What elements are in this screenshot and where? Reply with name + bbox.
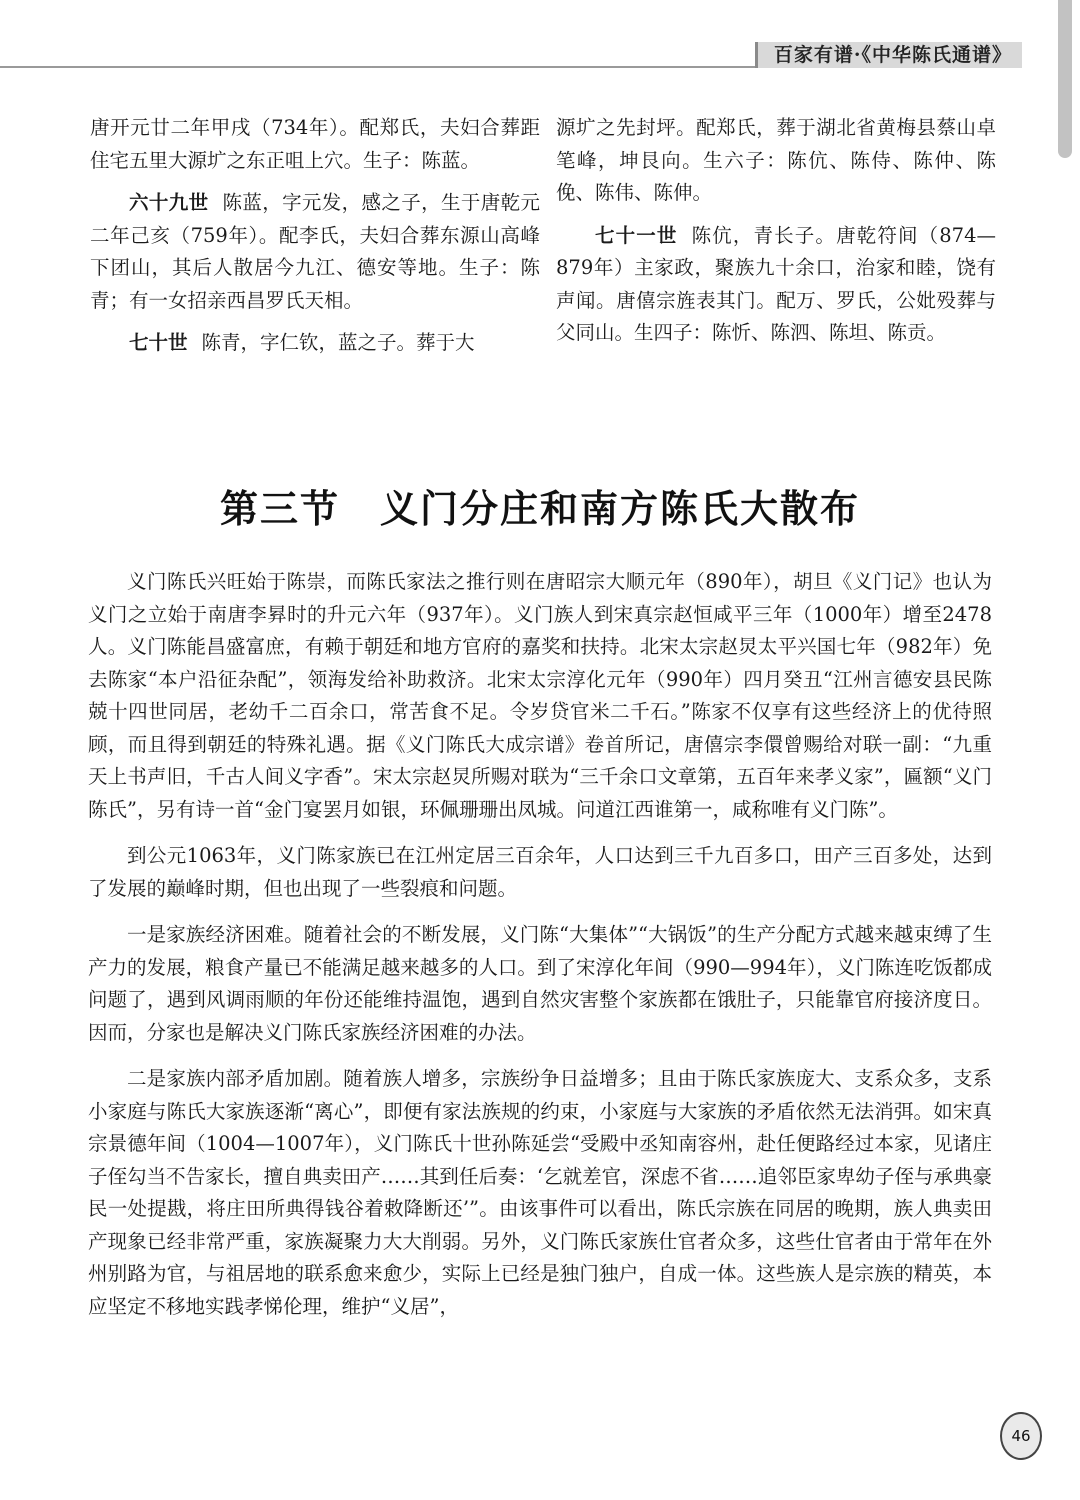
body-paragraph-1: 义门陈氏兴旺始于陈崇，而陈氏家法之推行则在唐昭宗大顺元年（890年），胡旦《义门记》也认为义门之立始于南唐李昪时的升元六年（937年）。义门族人到宋真宗赵恒咸平三年（1000年）增至2478人。义门陈能昌盛富庶，有赖于朝廷和地方官府的嘉奖和扶持。北宋太宗赵炅太平兴国七年（982年）免去陈家“本户沿征杂配”，领海发给补助救济。北宋太宗淳化元年（990年）四月癸丑“江州言德安县民陈兢十四世同居，老幼千二百余口，常苦食不足。令岁贷官米二千石。”陈家不仅享有这些经济上的优待照顾，而且得到朝廷的特殊礼遇。据《义门陈氏大成宗谱》卷首所记，唐僖宗李儇曾赐给对联一副：“九重天上书声旧，千古人间义字香”。宋太宗赵炅所赐对联为“三千余口文章第，五百年来孝义家”，匾额“义门陈氏”，另有诗一首“金门宴罢月如银，环佩珊珊出凤城。问道江西谁第一，咸称唯有义门陈”。: [88, 570, 992, 821]
body-paragraph-4: 二是家族内部矛盾加剧。随着族人增多，宗族纷争日益增多；且由于陈氏家族庞大、支系众多，支系小家庭与陈氏大家族逐渐“离心”，即便有家法族规的约束，小家庭与大家族的矛盾依然无法消弭。如宋真宗景德年间（1004—1007年），义门陈氏十世孙陈延尝“受殿中丞知南容州，赴任便路经过本家，见诸庄子侄勾当不告家长，擅自典卖田产……其到任后奏：‘乞就差官，深虑不省……追邻臣家卑幼子侄与承典豪民一处提戡，将庄田所典得钱谷着敕降断还’”。由该事件可以看出，陈氏宗族在同居的晚期，族人典卖田产现象已经非常严重，家族凝聚力大大削弱。另外，义门陈氏家族仕官者众多，这些仕官者由于常年在外州别路为官，与祖居地的联系愈来愈少，实际上已经是独门独户，自成一体。这些族人是宗族的精英，本应坚定不移地实践孝悌伦理，维护“义居”，: [88, 1067, 992, 1318]
right-continuation-paragraph: 源圹之先封坪。配郑氏，葬于湖北省黄梅县蔡山卓笔峰，坤艮向。生六子：陈伉、陈侍、陈仲、陈俛、陈伟、陈伸。: [556, 116, 996, 204]
section-title: 第三节 义门分庄和南方陈氏大散布: [219, 486, 860, 531]
generation-70-text: 陈青，字仁钦，蓝之子。葬于大: [201, 331, 475, 354]
generation-69-text: 陈蓝，字元发，感之子，生于唐乾元二年己亥（759年）。配李氏，夫妇合葬东源山高峰下团山，其后人散居今九江、德安等地。生子：陈青；有一女招亲西昌罗氏天相。: [90, 191, 540, 312]
section-body: [88, 566, 992, 1337]
generation-70-label: 七十世: [129, 331, 188, 354]
generation-71-entry: [556, 220, 996, 350]
page-number-badge: 46: [1000, 1412, 1042, 1460]
body-paragraph-3: 一是家族经济困难。随着社会的不断发展，义门陈“大集体”“大锅饭”的生产分配方式越来越束缚了生产力的发展，粮食产量已不能满足越来越多的人口。到了宋淳化年间（990—994年），义门陈连吃饭都成问题了，遇到风调雨顺的年份还能维持温饱，遇到自然灾害整个家族都在饿肚子，只能靠官府接济度日。因而，分家也是解决义门陈氏家族经济困难的办法。: [88, 923, 992, 1044]
scrollbar-thumb[interactable]: [1058, 0, 1072, 158]
left-continuation-paragraph: 唐开元廿二年甲戌（734年）。配郑氏，夫妇合葬距住宅五里大源圹之东正咀上穴。生子：陈蓝。: [90, 116, 540, 172]
generation-71-text: 陈伉，青长子。唐乾符间（874—879年）主家政，聚族九十余口，治家和睦，饶有声闻。唐僖宗旌表其门。配万、罗氏，公妣殁葬与父同山。生四子：陈忻、陈泗、陈坦、陈贡。: [556, 223, 996, 344]
right-column: [556, 112, 996, 360]
left-column: [90, 112, 540, 370]
generation-71-label: 七十一世: [595, 223, 678, 247]
generation-70-entry: [90, 327, 540, 360]
generation-69-entry: [90, 187, 540, 317]
running-header: 百家有谱·《中华陈氏通谱》: [755, 42, 1022, 68]
generation-69-label: 六十九世: [129, 191, 209, 214]
body-paragraph-2: 到公元1063年，义门陈家族已在江州定居三百余年，人口达到三千九百多口，田产三百多处，达到了发展的巅峰时期，但也出现了一些裂痕和问题。: [88, 844, 992, 900]
